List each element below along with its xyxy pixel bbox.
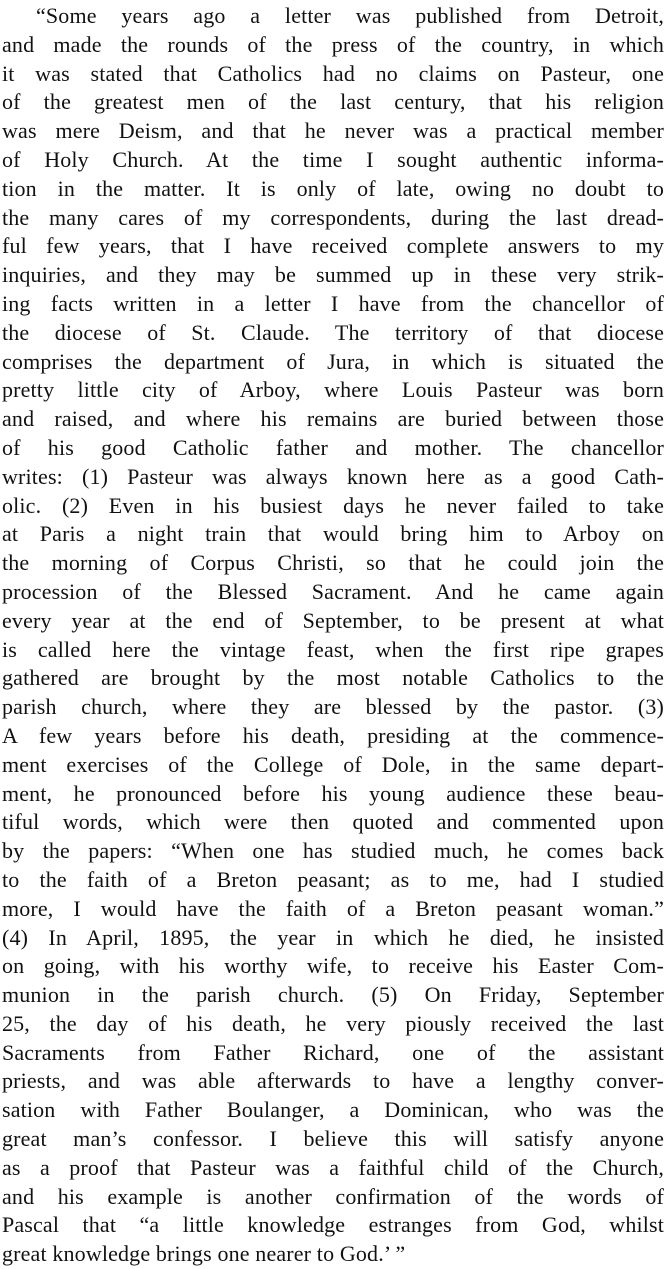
text-line: pretty little city of Arboy, where Louis Pasteur was born <box>2 377 664 403</box>
text-line: is called here the vintage feast, when the first ripe grapes <box>2 636 664 662</box>
text-line: at Paris a night train that would bring him to Arboy on <box>2 521 664 547</box>
body-paragraph <box>0 2 666 1269</box>
text-line: of his good Catholic father and mother. The chancellor <box>2 434 664 460</box>
text-line: parish church, where they are blessed by the pastor. (3) <box>2 694 664 720</box>
text-line: inquiries, and they may be summed up in these very strik- <box>2 262 664 288</box>
text-line: by the papers: “When one has studied much, he comes back <box>2 838 664 864</box>
text-line: as a proof that Pasteur was a faithful child of the Church, <box>2 1154 664 1180</box>
text-line: great man’s confessor. I believe this will satisfy anyone <box>2 1126 664 1152</box>
text-line: great knowledge brings one nearer to God.’ ” <box>2 1241 406 1267</box>
text-line: gathered are brought by the most notable Catholics to the <box>2 665 664 691</box>
text-line: ful few years, that I have received complete answers to my <box>2 233 664 259</box>
text-line: on going, with his worthy wife, to receive his Easter Com- <box>2 953 664 979</box>
text-line: “Some years ago a letter was published from Detroit, <box>36 3 664 28</box>
text-line: the morning of Corpus Christi, so that he could join the <box>2 550 664 576</box>
text-line: A few years before his death, presiding at the commence- <box>2 722 664 748</box>
text-line: it was stated that Catholics had no claims on Pasteur, one <box>2 60 664 86</box>
text-line: tiful words, which were then quoted and commented upon <box>2 809 664 835</box>
text-line: every year at the end of September, to be present at what <box>2 607 664 633</box>
text-line: comprises the department of Jura, in which is situated the <box>2 348 664 374</box>
text-line: ment exercises of the College of Dole, in the same depart- <box>2 751 664 777</box>
text-line: tion in the matter. It is only of late, owing no doubt to <box>2 175 664 201</box>
text-line: procession of the Blessed Sacrament. And he came again <box>2 578 664 604</box>
text-line: (4) In April, 1895, the year in which he died, he insisted <box>2 924 664 950</box>
text-line: writes: (1) Pasteur was always known here as a good Cath- <box>2 463 664 489</box>
text-line: was mere Deism, and that he never was a practical member <box>2 118 664 144</box>
text-line: 25, the day of his death, he very piously received the last <box>2 1010 664 1036</box>
text-line: Sacraments from Father Richard, one of the assistant <box>2 1039 664 1065</box>
text-line: munion in the parish church. (5) On Friday, September <box>2 982 664 1008</box>
text-line: olic. (2) Even in his busiest days he never failed to take <box>2 492 664 518</box>
text-line: the many cares of my correspondents, during the last dread- <box>2 204 664 230</box>
text-line: Pascal that “a little knowledge estranges from God, whilst <box>2 1212 664 1238</box>
text-line: priests, and was able afterwards to have a lengthy conver- <box>2 1068 664 1094</box>
text-line: and his example is another confirmation of the words of <box>2 1183 664 1209</box>
text-line: of the greatest men of the last century, that his religion <box>2 89 664 115</box>
text-line: of Holy Church. At the time I sought authentic informa- <box>2 146 664 172</box>
text-line: more, I would have the faith of a Breton peasant woman.” <box>2 895 664 921</box>
text-line: the diocese of St. Claude. The territory of that diocese <box>2 319 664 345</box>
text-line: sation with Father Boulanger, a Dominican, who was the <box>2 1097 664 1123</box>
text-line: ing facts written in a letter I have from the chancellor of <box>2 290 664 316</box>
text-line: to the faith of a Breton peasant; as to me, had I studied <box>2 866 664 892</box>
text-line: and raised, and where his remains are buried between those <box>2 406 664 432</box>
text-line: ment, he pronounced before his young audience these beau- <box>2 780 664 806</box>
text-line: and made the rounds of the press of the country, in which <box>2 31 664 57</box>
